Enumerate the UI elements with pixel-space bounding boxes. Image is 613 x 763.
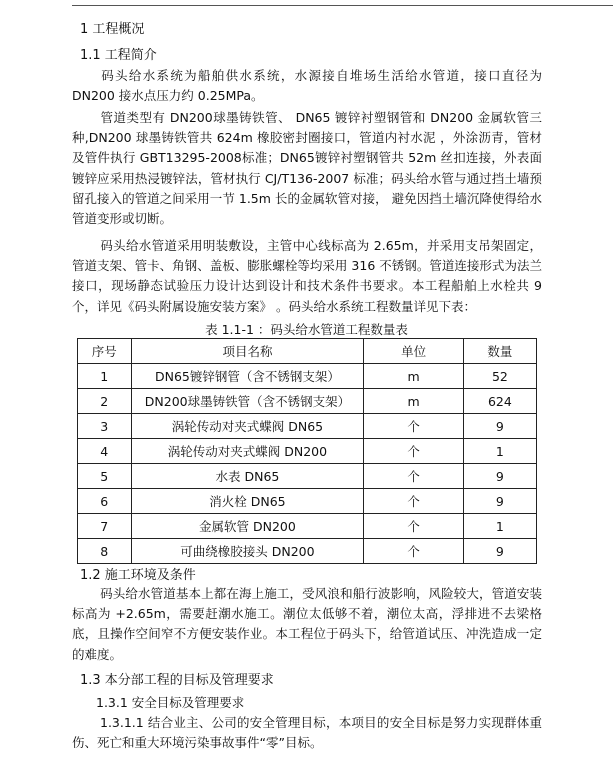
cell-no: 4 [78,439,132,464]
heading-1-1: 1.1 工程简介 [80,48,157,63]
cell-name: 可曲绕橡胶接头 DN200 [131,539,364,564]
paragraph-1-1-c [72,236,542,317]
cell-unit: m [364,364,463,389]
heading-1: 1 工程概况 [80,22,145,37]
table-caption: 表 1.1-1 ：码头给水管道工程数量表 [205,322,408,337]
cell-name: 金属软管 DN200 [131,514,364,539]
cell-name: DN200球墨铸铁管（含不锈钢支架） [131,389,364,414]
cell-no: 1 [78,364,132,389]
cell-qty: 9 [463,539,536,564]
cell-no: 2 [78,389,132,414]
quantity-table [77,338,537,564]
table-row [78,514,537,539]
cell-name: 水表 DN65 [131,464,364,489]
cell-qty: 9 [463,414,536,439]
table-row [78,464,537,489]
cell-qty: 1 [463,439,536,464]
table-row [78,489,537,514]
table-row [78,414,537,439]
cell-qty: 1 [463,514,536,539]
cell-name: 涡轮传动对夹式蝶阀 DN200 [131,439,364,464]
header-name: 项目名称 [131,339,364,364]
cell-unit: 个 [364,414,463,439]
paragraph-1-1-a [72,66,542,106]
cell-unit: 个 [364,464,463,489]
header-unit: 单位 [364,339,463,364]
cell-unit: 个 [364,439,463,464]
cell-unit: 个 [364,539,463,564]
table-row [78,439,537,464]
paragraph-1-2 [72,584,542,665]
heading-1-3: 1.3 本分部工程的目标及管理要求 [80,673,274,688]
paragraph-1-3-1-1 [72,713,542,753]
cell-no: 5 [78,464,132,489]
cell-unit: 个 [364,489,463,514]
cell-qty: 9 [463,489,536,514]
cell-unit: 个 [364,514,463,539]
cell-no: 3 [78,414,132,439]
cell-unit: m [364,389,463,414]
table-row [78,539,537,564]
cell-no: 7 [78,514,132,539]
cell-name: 消火栓 DN65 [131,489,364,514]
heading-1-3-1: 1.3.1 安全目标及管理要求 [96,695,245,710]
cell-qty: 624 [463,389,536,414]
paragraph-1-1-b-text: 管道类型有 DN200球墨铸铁管、 DN65 镀锌衬塑钢管和 DN200 金属软管三种,DN200 球墨铸铁管共 624m 橡胶密封圈接口，管道内衬水泥 ，外涂沥青，管材及管件执行 GBT13295-2008标准；DN65镀锌衬塑钢管共 52m 丝扣连接，外表面镀锌应采用热浸镀锌法，管材执行 CJ/T136-2007 标准；码头给水管与通过挡土墙预留孔接入的管道之间采用一节 1.5m 长的金属软管对接， 避免因挡土墙沉降使得给水管道变形或切断。 [72,110,542,227]
heading-1-2: 1.2 施工环境及条件 [80,568,196,583]
cell-no: 8 [78,539,132,564]
header-rule [72,5,613,6]
paragraph-1-3-1-1-text: 1.3.1.1 结合业主、公司的安全管理目标，本项目的安全目标是努力实现群体重伤、死亡和重大环境污染事故事件“零”目标。 [72,715,542,751]
paragraph-1-1-b [72,108,542,229]
cell-qty: 9 [463,464,536,489]
cell-name: DN65镀锌钢管（含不锈钢支架） [131,364,364,389]
cell-no: 6 [78,489,132,514]
table-row [78,364,537,389]
table-row [78,389,537,414]
paragraph-1-1-c-text: 码头给水管道采用明装敷设，主管中心线标高为 2.65m，并采用支吊架固定，管道支架、管卡、角钢、盖板、膨胀螺栓等均采用 316 不锈钢。管道连接形式为法兰接口，现场静态试验压力设计达到设计和技术条件书要求。本工程船舶上水栓共 9个，详见《码头附属设施安装方案》 。码头给水系统工程数量详见下表： [72,238,542,314]
paragraph-1-1-a-text: 码头给水系统为船舶供水系统，水源接自堆场生活给水管道，接口直径为 DN200 接水点压力约 0.25MPa。 [72,68,542,104]
paragraph-1-2-text: 码头给水管道基本上都在海上施工，受风浪和船行波影响，风险较大，管道安装标高为 +2.65m，需要赶潮水施工。潮位太低够不着，潮位太高，浮排进不去梁格底，且操作空间窄不方便安装作业。本工程位于码头下，给管道试压、冲洗造成一定的难度。 [72,586,542,662]
header-qty: 数量 [463,339,536,364]
table-header-row [78,339,537,364]
cell-qty: 52 [463,364,536,389]
cell-name: 涡轮传动对夹式蝶阀 DN65 [131,414,364,439]
header-no: 序号 [78,339,132,364]
